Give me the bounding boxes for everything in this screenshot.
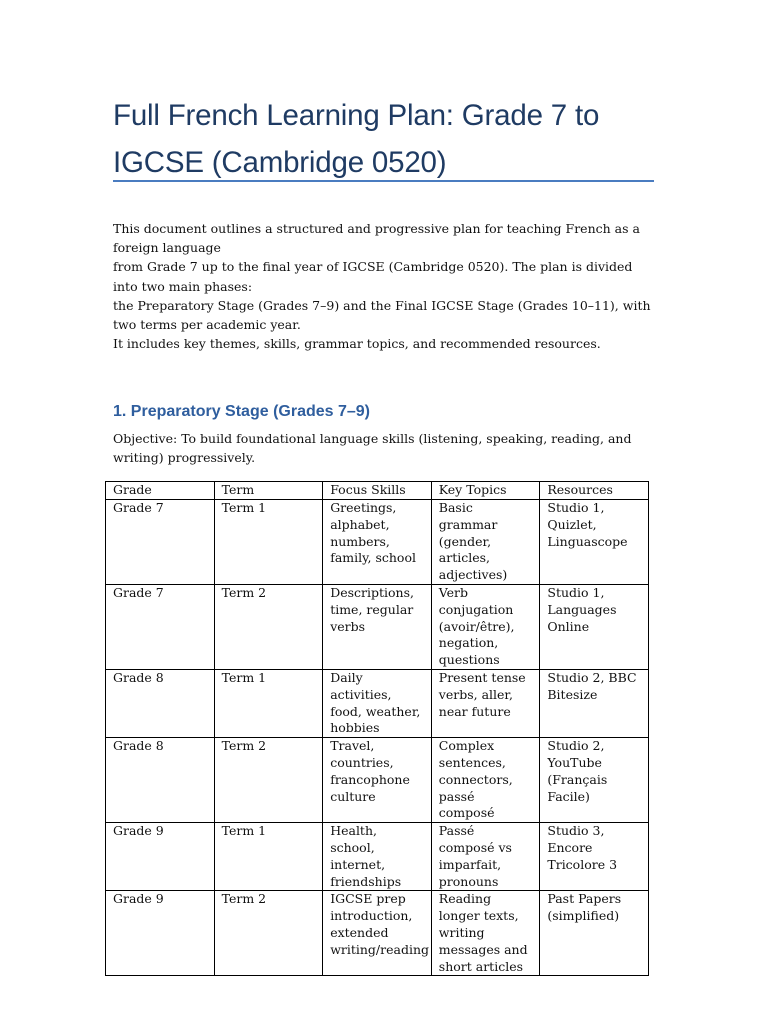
header-term: Term (214, 482, 323, 500)
section-heading: 1. Preparatory Stage (Grades 7–9) (113, 403, 371, 420)
learning-plan-table (105, 481, 649, 976)
cell-term: Term 2 (214, 738, 323, 823)
table-header-row (106, 482, 649, 500)
cell-term: Term 1 (214, 669, 323, 737)
cell-resources: Past Papers (simplified) (540, 891, 649, 976)
header-key-topics: Key Topics (431, 482, 540, 500)
cell-focus-skills: Daily activities, food, weather, hobbies (323, 669, 432, 737)
cell-resources: Studio 2, BBC Bitesize (540, 669, 649, 737)
cell-key-topics: Reading longer texts, writing messages and short articles (431, 891, 540, 976)
intro-line: It includes key themes, skills, grammar topics, and recommended resources. (113, 336, 601, 352)
cell-key-topics: Complex sentences, connectors, passé composé (431, 738, 540, 823)
header-focus-skills: Focus Skills (323, 482, 432, 500)
cell-term: Term 1 (214, 823, 323, 891)
cell-key-topics: Passé composé vs imparfait, pronouns (431, 823, 540, 891)
cell-grade: Grade 9 (106, 823, 215, 891)
title-underline (113, 180, 654, 182)
intro-paragraph (113, 219, 653, 353)
table-row (106, 891, 649, 976)
cell-resources: Studio 3, Encore Tricolore 3 (540, 823, 649, 891)
cell-focus-skills: Health, school, internet, friendships (323, 823, 432, 891)
header-grade: Grade (106, 482, 215, 500)
cell-resources: Studio 1, Quizlet, Linguascope (540, 500, 649, 585)
table-row (106, 584, 649, 669)
cell-key-topics: Verb conjugation (avoir/être), negation, questions (431, 584, 540, 669)
cell-focus-skills: Travel, countries, francophone culture (323, 738, 432, 823)
cell-term: Term 2 (214, 584, 323, 669)
cell-grade: Grade 8 (106, 669, 215, 737)
cell-grade: Grade 7 (106, 584, 215, 669)
intro-line: the Preparatory Stage (Grades 7–9) and the Final IGCSE Stage (Grades 10–11), with two terms per academic year. (113, 297, 651, 333)
header-resources: Resources (540, 482, 649, 500)
table-row (106, 738, 649, 823)
cell-resources: Studio 2, YouTube (Français Facile) (540, 738, 649, 823)
section-objective: Objective: To build foundational language skills (listening, speaking, reading, and writing) progressively. (113, 431, 632, 466)
table-row (106, 500, 649, 585)
cell-resources: Studio 1, Languages Online (540, 584, 649, 669)
cell-key-topics: Basic grammar (gender, articles, adjectives) (431, 500, 540, 585)
intro-line: from Grade 7 up to the final year of IGCSE (Cambridge 0520). The plan is divided into two main phases: (113, 259, 633, 294)
table-row (106, 823, 649, 891)
document-title: Full French Learning Plan: Grade 7 to IGCSE (Cambridge 0520) (113, 99, 600, 179)
cell-term: Term 2 (214, 891, 323, 976)
cell-term: Term 1 (214, 500, 323, 585)
cell-focus-skills: Descriptions, time, regular verbs (323, 584, 432, 669)
intro-line: This document outlines a structured and progressive plan for teaching French as a foreign language (113, 221, 640, 256)
cell-grade: Grade 7 (106, 500, 215, 585)
cell-focus-skills: IGCSE prep introduction, extended writing/reading (323, 891, 432, 976)
cell-grade: Grade 8 (106, 738, 215, 823)
cell-key-topics: Present tense verbs, aller, near future (431, 669, 540, 737)
cell-focus-skills: Greetings, alphabet, numbers, family, school (323, 500, 432, 585)
cell-grade: Grade 9 (106, 891, 215, 976)
table-row (106, 669, 649, 737)
